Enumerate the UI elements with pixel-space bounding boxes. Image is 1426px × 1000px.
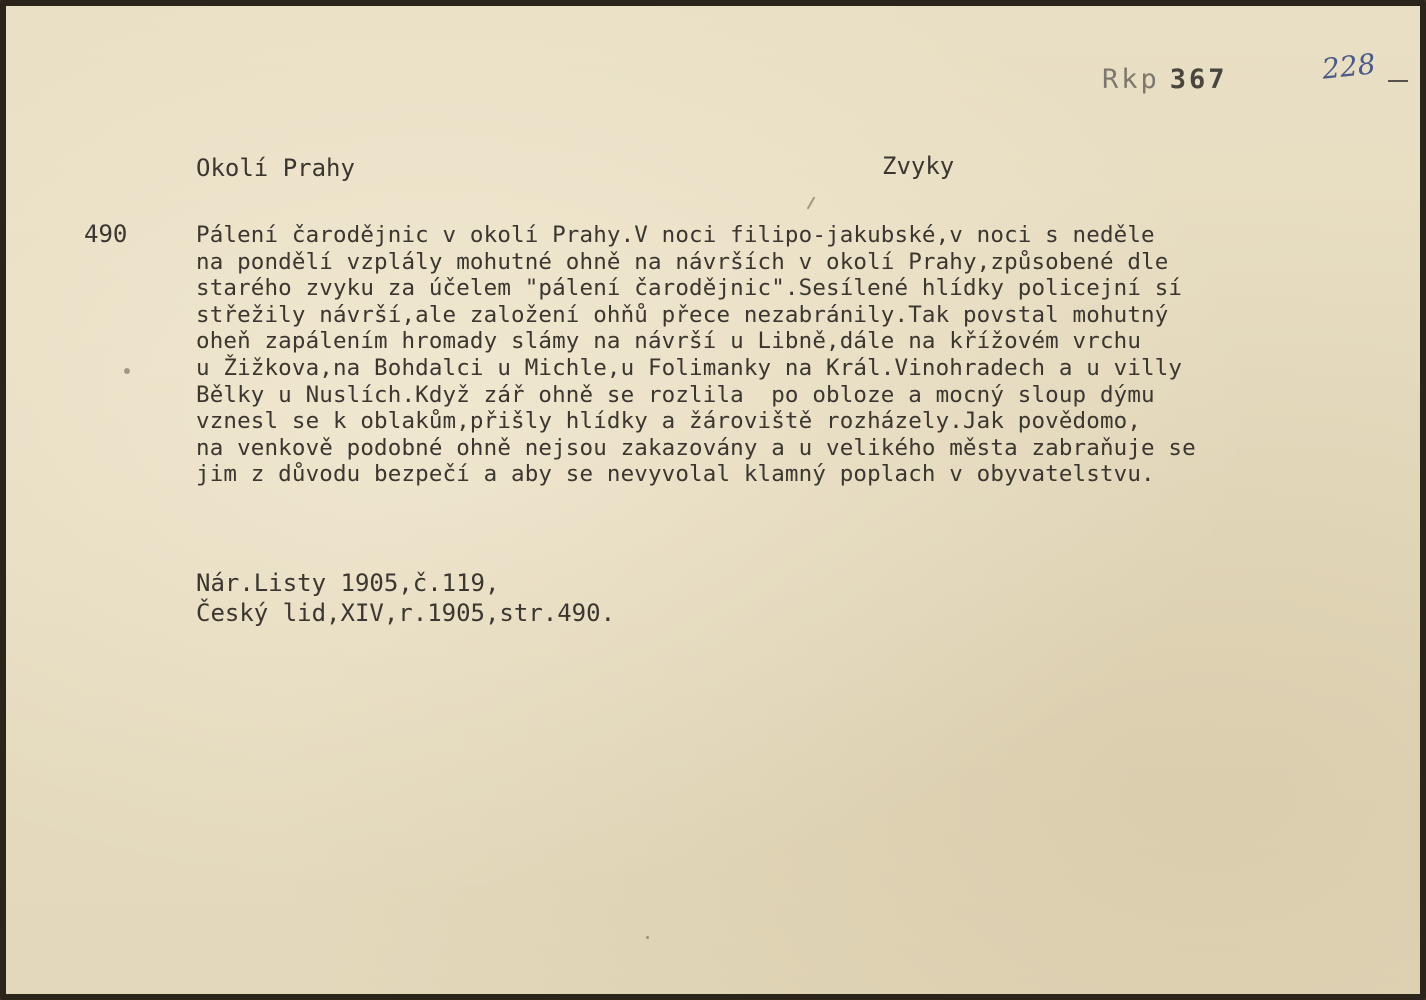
region-heading: Okolí Prahy: [196, 154, 355, 182]
entry-text-line: u Žižkova,na Bohdalci u Michle,u Folimanky na Král.Vinohradech a u villy: [196, 354, 1183, 381]
reference-line: Nár.Listy 1905,č.119,: [196, 569, 500, 597]
entry-text-line: střežily návrší,ale založení ohňů přece nezabránily.Tak povstal mohutný: [196, 301, 1169, 328]
entry-text-line: vznesl se k oblakům,přišly hlídky a žároviště rozházely.Jak povědomo,: [196, 408, 1142, 435]
entry-text: [196, 222, 1396, 488]
entry-text-line: jim z důvodu bezpečí a aby se nevyvolal klamný poplach v obyvatelstvu.: [196, 461, 1155, 488]
handwritten-page-number: 228: [1320, 47, 1378, 86]
entry-text-line: na pondělí vzplály mohutné ohně na návrších v okolí Prahy,způsobené dle: [196, 248, 1169, 275]
reference-line: Český lid,XIV,r.1905,str.490.: [196, 599, 616, 627]
entry-text-line: Pálení čarodějnic v okolí Prahy.V noci filipo-jakubské,v noci s neděle: [196, 222, 1155, 248]
paper-speck: [646, 936, 649, 939]
paper-speck: [807, 196, 816, 209]
entry-number: 490: [84, 220, 128, 248]
entry-text-line: Bělky u Nuslích.Když zář ohně se rozlila po obloze a mocný sloup dýmu: [196, 381, 1155, 408]
archive-stamp: [1102, 64, 1228, 95]
paper-speck: [124, 368, 130, 374]
handwritten-dash: [1388, 80, 1408, 82]
topic-heading: Zvyky: [882, 152, 955, 180]
stamp-number: 367: [1169, 64, 1228, 95]
stamp-prefix: Rkp: [1102, 64, 1160, 95]
source-references: [196, 568, 615, 628]
entry-text-line: oheň zapálením hromady slámy na návrší u Libně,dále na křížovém vrchu: [196, 328, 1142, 355]
entry-text-line: starého zvyku za účelem "pálení čarodějnic".Sesílené hlídky policejní sí: [196, 275, 1183, 302]
entry-text-line: na venkově podobné ohně nejsou zakazovány a u velikého města zabraňuje se: [196, 434, 1196, 461]
